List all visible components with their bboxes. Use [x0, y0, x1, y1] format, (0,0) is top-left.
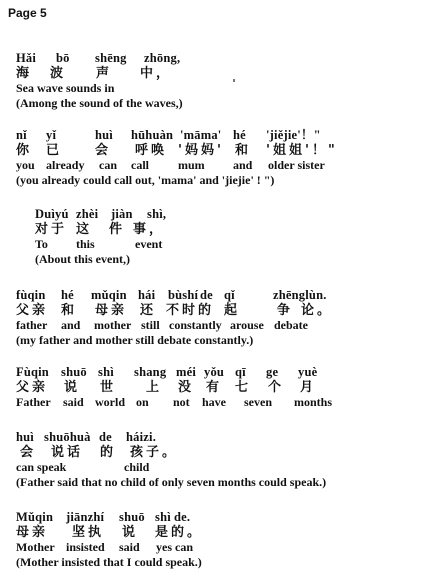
hanzi-word: 母亲 — [16, 525, 49, 540]
hanzi-word: 已 — [46, 143, 63, 158]
hanzi-word: 个 — [268, 380, 285, 395]
pinyin-word: huì — [95, 128, 113, 142]
hanzi-word: 声 — [96, 66, 113, 81]
hanzi-word: 说 — [64, 380, 81, 395]
pinyin-word: shang — [134, 365, 167, 379]
english-line — [35, 237, 163, 252]
hanzi-word: 七 — [235, 380, 252, 395]
hanzi-word: 没 — [178, 380, 195, 395]
english-word: arouse — [230, 318, 264, 332]
pinyin-line — [16, 128, 321, 143]
english-word: already — [46, 158, 85, 172]
hanzi-line — [16, 66, 183, 81]
hanzi-word: 你 — [16, 143, 33, 158]
hanzi-word: 中， — [140, 66, 173, 81]
hanzi-word: 有 — [206, 380, 223, 395]
pinyin-word: mǔqin — [91, 288, 127, 302]
english-word: can speak — [16, 460, 67, 474]
pinyin-word: hé — [233, 128, 246, 142]
english-word: and — [233, 158, 253, 172]
hanzi-word: 和 — [235, 143, 252, 158]
pinyin-line — [16, 288, 327, 303]
pinyin-word: zhōng, — [144, 51, 181, 65]
hanzi-word: 月 — [300, 380, 317, 395]
hanzi-word: 呼唤 — [135, 143, 168, 158]
english-word: on — [136, 395, 149, 409]
pinyin-word: shì — [155, 510, 171, 524]
stanza-6 — [16, 430, 326, 490]
hanzi-word: 争 — [277, 303, 294, 318]
translation-line: (you already could call out, 'mama' and 'jiejie' ! ") — [16, 173, 275, 187]
pinyin-line — [16, 510, 202, 525]
hanzi-line — [16, 303, 334, 318]
hanzi-word: '妈妈' — [178, 143, 224, 158]
hanzi-line — [35, 222, 166, 237]
pinyin-word: huì — [16, 430, 34, 444]
pinyin-word: de. — [174, 510, 191, 524]
hanzi-word: 这 — [76, 222, 93, 237]
hanzi-word: 是的。 — [155, 525, 204, 540]
pinyin-word: yǐ — [46, 128, 57, 142]
pinyin-word: hūhuàn — [131, 128, 174, 142]
hanzi-word: 海 — [16, 66, 33, 81]
stanza-1 — [16, 51, 183, 111]
pinyin-word: zhēnglùn. — [273, 288, 327, 302]
pinyin-word: de — [99, 430, 112, 444]
pinyin-word: de — [200, 288, 213, 302]
page-number: Page 5 — [8, 6, 47, 20]
english-word: Mother — [16, 540, 55, 554]
hanzi-line — [16, 525, 202, 540]
hanzi-word: 起 — [224, 303, 241, 318]
pinyin-line — [16, 430, 326, 445]
pinyin-word: nǐ — [16, 128, 27, 142]
pinyin-word: shuō — [61, 365, 87, 379]
hanzi-word: 和 — [61, 303, 78, 318]
english-word: months — [294, 395, 333, 409]
stanza-4 — [16, 288, 334, 348]
hanzi-word: 件 — [109, 222, 126, 237]
english-word: seven — [244, 395, 272, 409]
english-word: debate — [274, 318, 308, 332]
hanzi-line — [16, 445, 326, 460]
scan-speck — [233, 79, 235, 82]
english-word: mum — [178, 158, 205, 172]
pinyin-word: 'māma' — [180, 128, 222, 142]
english-word: yes can — [156, 540, 193, 554]
english-word: Father — [16, 395, 51, 409]
pinyin-line — [16, 51, 183, 66]
pinyin-word: bō — [56, 51, 70, 65]
english-word: this — [76, 237, 95, 251]
hanzi-word: 会 — [95, 143, 112, 158]
pinyin-word: hé — [61, 288, 74, 302]
hanzi-word: 说话 — [51, 445, 84, 460]
pinyin-word: shuōhuà — [44, 430, 91, 444]
hanzi-word: 母亲 — [95, 303, 128, 318]
hanzi-word: 坚执 — [72, 525, 105, 540]
translation-line: (Among the sound of the waves,) — [16, 96, 183, 110]
translation-line: (my father and mother still debate constantly.) — [16, 333, 254, 347]
english-word: and — [61, 318, 81, 332]
pinyin-word: Duìyú — [35, 207, 69, 221]
english-word: father — [16, 318, 48, 332]
english-word: older sister — [268, 158, 325, 172]
pinyin-word: jiānzhí — [66, 510, 105, 524]
english-word: call — [131, 158, 149, 172]
pinyin-word: Fùqin — [16, 365, 49, 379]
english-word: can — [99, 158, 117, 172]
hanzi-word: 说 — [122, 525, 139, 540]
english-word: child — [124, 460, 150, 474]
pinyin-word: shēng — [95, 51, 127, 65]
hanzi-word: 世 — [100, 380, 117, 395]
hanzi-word: '姐姐'！" — [266, 143, 338, 158]
pinyin-word: yuè — [298, 365, 318, 379]
pinyin-word: zhèi — [76, 207, 99, 221]
hanzi-word: 的 — [100, 445, 117, 460]
pinyin-word: yǒu — [204, 365, 225, 379]
hanzi-word: 会 — [20, 445, 37, 460]
pinyin-word: hái — [138, 288, 156, 302]
hanzi-word: 不时的 — [166, 303, 215, 318]
pinyin-word: méi — [176, 365, 197, 379]
english-word: To — [35, 237, 48, 251]
english-word: said — [119, 540, 140, 554]
pinyin-word: ge — [266, 365, 279, 379]
stanza-7 — [16, 510, 202, 570]
pinyin-word: fùqin — [16, 288, 46, 302]
translation-line: (Mother insisted that I could speak.) — [16, 555, 202, 569]
hanzi-word: 上 — [146, 380, 163, 395]
english-word: Sea wave sounds in — [16, 81, 115, 95]
stanza-3 — [35, 207, 167, 267]
pinyin-word: shì — [98, 365, 114, 379]
pinyin-word: qǐ — [224, 288, 235, 302]
hanzi-line — [16, 143, 338, 158]
pinyin-word: jiàn — [111, 207, 133, 221]
english-word: mother — [94, 318, 132, 332]
english-word: insisted — [66, 540, 105, 554]
pinyin-word: háizi. — [126, 430, 157, 444]
pinyin-word: bùshí — [168, 288, 199, 302]
stanza-2 — [16, 128, 338, 188]
english-word: said — [63, 395, 84, 409]
pinyin-word: Mǔqin — [16, 510, 54, 524]
hanzi-word: 事， — [133, 222, 166, 237]
hanzi-word: 还 — [140, 303, 157, 318]
english-line — [16, 540, 202, 555]
english-word: constantly — [169, 318, 222, 332]
hanzi-word: 父亲 — [16, 380, 49, 395]
hanzi-word: 对于 — [35, 222, 68, 237]
english-word: still — [141, 318, 160, 332]
english-line — [16, 318, 308, 333]
hanzi-word: 孩子。 — [130, 445, 179, 460]
hanzi-word: 论。 — [301, 303, 334, 318]
pinyin-word: Hǎi — [16, 51, 37, 65]
pinyin-line — [35, 207, 167, 222]
hanzi-word: 波 — [50, 66, 67, 81]
english-word: not — [173, 395, 190, 409]
english-word: world — [95, 395, 125, 409]
pinyin-word: shì, — [147, 207, 167, 221]
english-word: you — [16, 158, 35, 172]
english-line — [16, 460, 326, 475]
translation-line: (About this event,) — [35, 252, 130, 266]
pinyin-word: shuō — [119, 510, 145, 524]
translation-line: (Father said that no child of only seven months could speak.) — [16, 475, 327, 489]
pinyin-word: 'jiějie'！" — [266, 128, 321, 142]
english-line — [16, 158, 325, 173]
english-line — [16, 81, 183, 96]
english-word: event — [135, 237, 163, 251]
english-word: have — [202, 395, 226, 409]
hanzi-word: 父亲 — [16, 303, 49, 318]
pinyin-word: qī — [235, 365, 246, 379]
